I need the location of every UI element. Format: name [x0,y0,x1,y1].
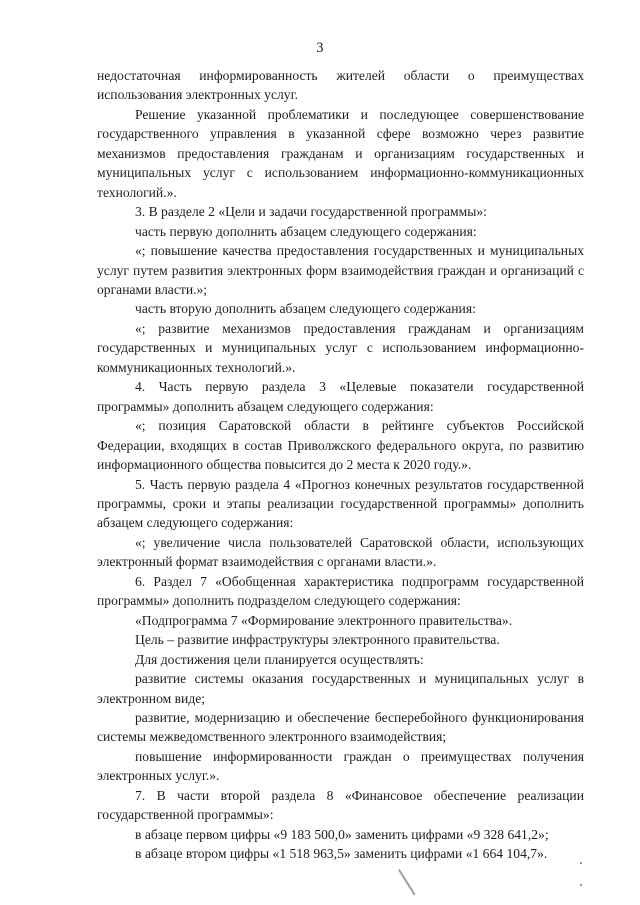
paragraph: 4. Часть первую раздела 3 «Целевые показатели государственной программы» дополнить абзацем следующего содержания: [97,379,584,414]
paragraph: «Подпрограмма 7 «Формирование электронного правительства». [135,612,513,628]
paragraph: в абзаце втором цифры «1 518 963,5» заменить цифрами «1 664 104,7». [135,846,548,862]
paragraph: недостаточная информированность жителей области о преимуществах использования электронных услуг. [97,68,584,103]
scan-speck [580,862,582,864]
paragraph: часть вторую дополнить абзацем следующего содержания: [135,301,476,317]
paragraph: «; увеличение числа пользователей Саратовской области, использующих электронный формат взаимодействия с органами власти.». [97,534,584,570]
paragraph: 7. В части второй раздела 8 «Финансовое обеспечение реализации государственной программы»: [97,787,584,823]
document-body [97,66,584,864]
paragraph: развитие системы оказания государственных и муниципальных услуг в электронном виде; [97,671,584,706]
paragraph: «; развитие механизмов предоставления гражданам и организациям государственных и муниципальных услуг с использованием информационно-коммуникационных технологий.». [97,320,584,375]
scan-speck [580,884,582,886]
paragraph: 3. В разделе 2 «Цели и задачи государственной программы»: [135,204,487,220]
paragraph: Цель – развитие инфраструктуры электронного правительства. [135,632,500,648]
page-number: 3 [316,40,324,56]
pen-stroke-mark [398,869,416,896]
paragraph: 5. Часть первую раздела 4 «Прогноз конечных результатов государственной программы, сроки и этапы реализации государственной программы» дополнить абзацем следующего содержания: [97,476,584,531]
paragraph: повышение информированности граждан о преимуществах получения электронных услуг.». [97,748,584,784]
paragraph: «; повышение качества предоставления государственных и муниципальных услуг путем развития электронных форм взаимодействия граждан и организаций с органами власти.»; [97,243,584,297]
paragraph: 6. Раздел 7 «Обобщенная характеристика подпрограмм государственной программы» дополнить подразделом следующего содержания: [97,573,584,609]
paragraph: развитие, модернизацию и обеспечение бесперебойного функционирования системы межведомственного электронного взаимодействия; [97,709,584,745]
paragraph: Решение указанной проблематики и последующее совершенствование государственного управления в указанной сфере возможно через развитие механизмов предоставления гражданам и организациям государственных и муниципальных услуг с использованием информационно-коммуникационных технологий.». [97,106,584,200]
paragraph: Для достижения цели планируется осуществлять: [135,651,424,667]
paragraph: в абзаце первом цифры «9 183 500,0» заменить цифрами «9 328 641,2»; [135,826,549,842]
paragraph: «; позиция Саратовской области в рейтинге субъектов Российской Федерации, входящих в состав Приволжского федерального округа, по развитию информационного общества повысится до 2 места к 2020 году.». [97,418,584,473]
paragraph: часть первую дополнить абзацем следующего содержания: [135,223,477,239]
